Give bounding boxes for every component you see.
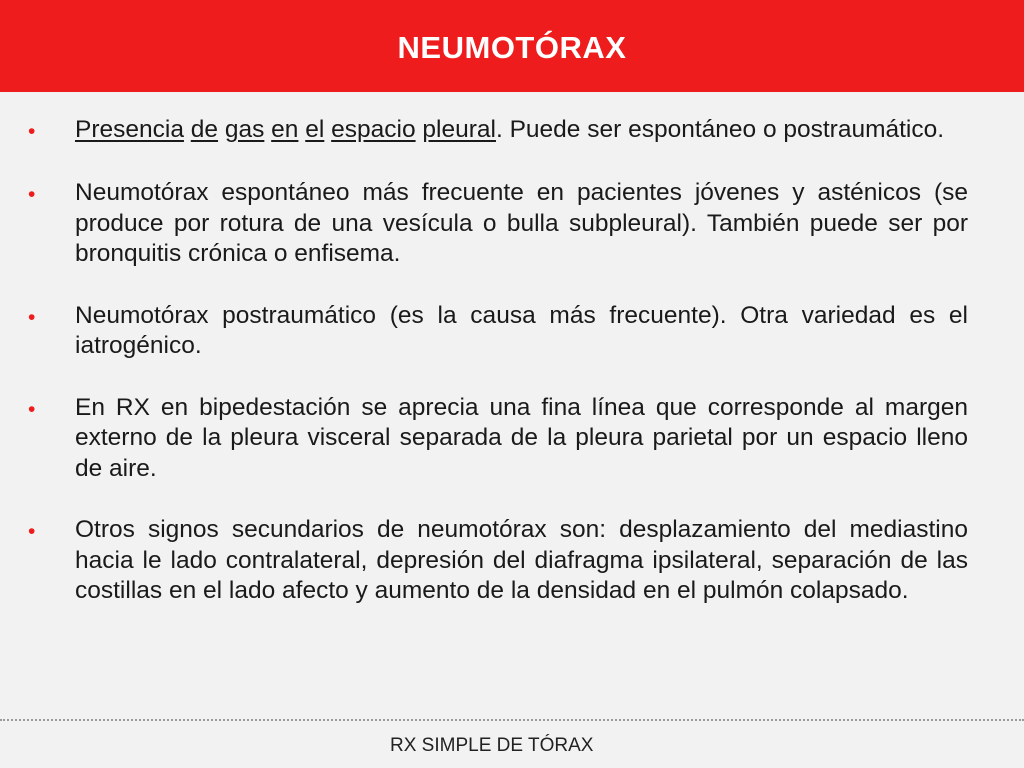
bullet-text: Otros signos secundarios de neumotórax son: desplazamiento del mediastino hacia le lado contralateral, depresión del diafragma ipsilateral, separación de las costillas en el lado afecto y aumento de la densidad en el pulmón colapsado. — [75, 516, 968, 604]
underlined-word: pleural — [422, 116, 496, 143]
bullet-icon: • — [28, 183, 36, 206]
underlined-word: espacio — [331, 116, 416, 143]
dotted-divider — [0, 719, 1024, 721]
bullet-item-4 — [28, 393, 968, 485]
underlined-word: de — [190, 116, 219, 143]
bullet-list — [28, 115, 968, 607]
bullet-text: En RX en bipedestación se aprecia una fina línea que corresponde al margen externo de la pleura visceral separada de la pleura parietal por un espacio lleno de aire. — [75, 393, 968, 482]
bullet-text-rest: . Puede ser espontáneo o postraumático. — [495, 116, 945, 143]
bullet-icon: • — [28, 520, 36, 543]
slide-title: NEUMOTÓRAX — [397, 30, 627, 65]
bullet-text — [75, 115, 968, 147]
bullet-icon: • — [28, 120, 36, 143]
title-banner — [0, 0, 1024, 92]
footer-label: RX SIMPLE DE TÓRAX — [390, 735, 594, 756]
underlined-word: gas — [224, 116, 265, 143]
bullet-item-3 — [28, 301, 968, 362]
underlined-word: Presencia — [75, 116, 184, 143]
bullet-icon: • — [28, 305, 36, 329]
underlined-word: el — [305, 116, 325, 143]
bullet-item-2 — [28, 178, 968, 270]
bullet-text: Neumotórax espontáneo más frecuente en pacientes jóvenes y asténicos (se produce por rotura de una vesícula o bulla subpleural). También puede ser por bronquitis crónica o enfisema. — [75, 179, 968, 267]
underlined-word: en — [271, 116, 299, 143]
bullet-icon: • — [28, 397, 36, 421]
bullet-item-1 — [28, 115, 968, 147]
bullet-item-5 — [28, 515, 968, 607]
bullet-text: Neumotórax postraumático (es la causa más frecuente). Otra variedad es el iatrogénico. — [75, 301, 968, 359]
